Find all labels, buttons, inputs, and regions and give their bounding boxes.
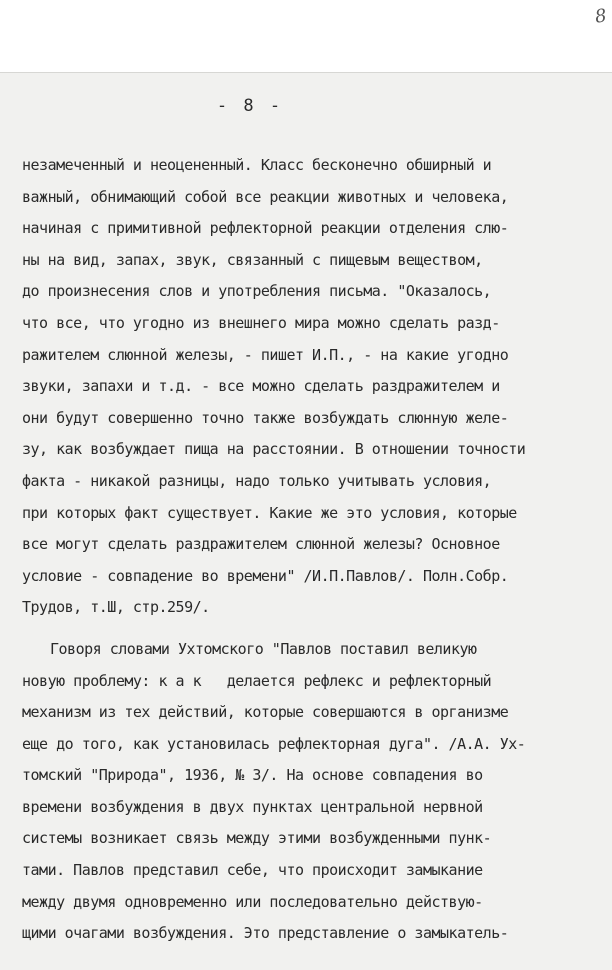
text-line: незамеченный и неоцененный. Класс бесконечно обширный и bbox=[22, 156, 492, 174]
text-line: новую проблему: к а к делается рефлекс и рефлекторный bbox=[22, 671, 492, 690]
text-line: при которых факт существует. Какие же это условия, которые bbox=[22, 503, 517, 522]
text-line: условие - совпадение во времени" /И.П.Павлов/. Полн.Собр. bbox=[22, 566, 509, 585]
text-line: они будут совершенно точно также возбуждать слюнную желе- bbox=[22, 408, 509, 427]
paragraph-2 bbox=[22, 634, 594, 950]
page-top-margin bbox=[0, 0, 612, 73]
text-line: тами. Павлов представил себе, что происходит замыкание bbox=[22, 861, 483, 880]
page-number: - 8 - bbox=[216, 96, 284, 116]
text-line: факта - никакой разницы, надо только учитывать условия, bbox=[22, 471, 492, 490]
text-line: между двумя одновременно или последовательно действую- bbox=[22, 892, 483, 911]
text-line: ражителем слюнной железы, - пишет И.П., - на какие угодно bbox=[22, 345, 509, 364]
text-line: ны на вид, запах, звук, связанный с пищевым веществом, bbox=[22, 250, 483, 269]
text-line: Трудов, т.Ш, стр.259/. bbox=[22, 598, 210, 617]
text-line: до произнесения слов и употребления письма. "Оказалось, bbox=[22, 282, 492, 301]
text-line: Говоря словами Ухтомского "Павлов поставил великую bbox=[50, 639, 477, 658]
body-text bbox=[22, 150, 594, 950]
text-line: времени возбуждения в двух пунктах центральной нервной bbox=[22, 797, 483, 816]
text-line: зу, как возбуждает пища на расстоянии. В отношении точности bbox=[22, 440, 526, 459]
text-line: звуки, запахи и т.д. - все можно сделать раздражителем и bbox=[22, 377, 500, 396]
text-line: начиная с примитивной рефлекторной реакции отделения слю- bbox=[22, 219, 509, 238]
archive-folio-number: 8 bbox=[593, 5, 608, 28]
text-line: что все, что угодно из внешнего мира можно сделать разд- bbox=[22, 313, 500, 332]
text-line: все могут сделать раздражителем слюнной железы? Основное bbox=[22, 535, 500, 554]
text-line: щими очагами возбуждения. Это представление о замыкатель- bbox=[22, 924, 509, 943]
text-line: системы возникает связь между этими возбужденными пунк- bbox=[22, 829, 492, 848]
text-line: важный, обнимающий собой все реакции животных и человека, bbox=[22, 187, 509, 206]
text-line: томский "Природа", 1936, № 3/. На основе совпадения во bbox=[22, 766, 483, 785]
text-line: механизм из тех действий, которые совершаются в организме bbox=[22, 703, 509, 722]
paragraph-gap bbox=[22, 624, 594, 634]
paragraph-1 bbox=[22, 150, 594, 624]
text-line: еще до того, как установилась рефлекторная дуга". /А.А. Ух- bbox=[22, 734, 526, 753]
